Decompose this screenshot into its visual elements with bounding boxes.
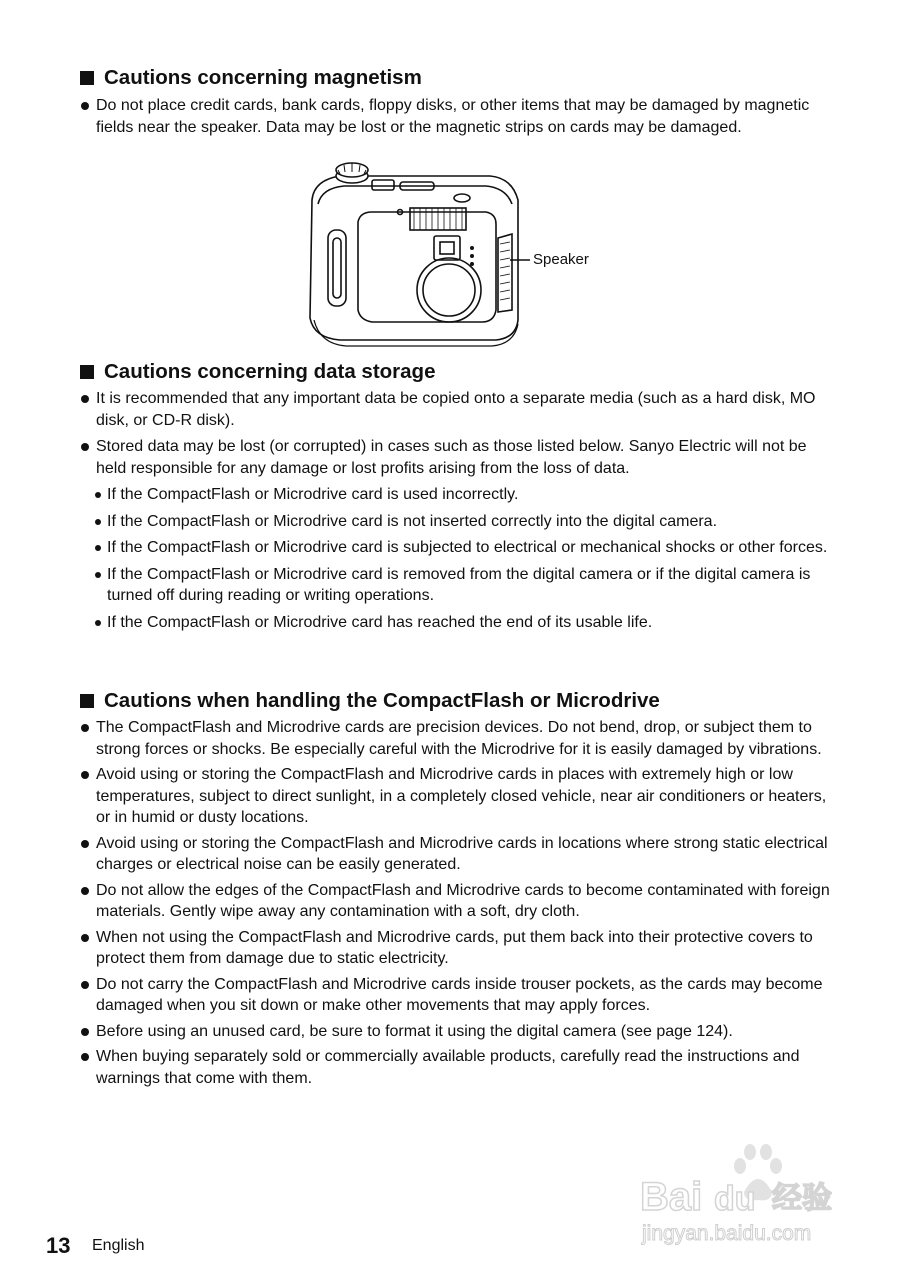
watermark-suffix: 经验 — [772, 1181, 832, 1216]
list-item: Do not carry the CompactFlash and Microdrive cards inside trouser pockets, as the cards may become damaged when you sit down or make other movements that may apply forces. — [78, 974, 838, 1017]
square-bullet-icon — [80, 694, 94, 708]
watermark-url: jingyan.baidu.com — [642, 1222, 812, 1245]
list-item: Do not place credit cards, bank cards, floppy disks, or other items that may be damaged by magnetic fields near the speaker. Data may be lost or the magnetic strips on cards may be damaged. — [78, 95, 838, 138]
sub-list-item: If the CompactFlash or Microdrive card has reached the end of its usable life. — [78, 612, 838, 634]
list-item: When buying separately sold or commercially available products, carefully read the instructions and warnings that come with them. — [78, 1046, 838, 1089]
list-item: The CompactFlash and Microdrive cards are precision devices. Do not bend, drop, or subject them to strong forces or shocks. Be especially careful with the Microdrive for it is easily damaged by vibrations. — [78, 717, 838, 760]
list-item: When not using the CompactFlash and Microdrive cards, put them back into their protective covers to protect them from damage due to static electricity. — [78, 927, 838, 970]
square-bullet-icon — [80, 365, 94, 379]
watermark-brand: Bai — [640, 1175, 703, 1219]
list-item: Avoid using or storing the CompactFlash and Microdrive cards in places with extremely high or low temperatures, subject to direct sunlight, in a completely closed vehicle, near air conditioners or heaters, or in humid or dusty locations. — [78, 764, 838, 829]
magnetism-list — [78, 95, 838, 138]
sub-list-item: If the CompactFlash or Microdrive card is removed from the digital camera or if the digital camera is turned off during reading or writing operations. — [78, 564, 838, 607]
list-item: It is recommended that any important data be copied onto a separate media (such as a hard disk, MO disk, or CD-R disk). — [78, 388, 838, 431]
camera-illustration — [300, 160, 530, 350]
square-bullet-icon — [80, 71, 94, 85]
list-item: Avoid using or storing the CompactFlash and Microdrive cards in locations where strong static electrical charges or electrical noise can be easily generated. — [78, 833, 838, 876]
section-title-magnetism: Cautions concerning magnetism — [80, 66, 422, 90]
section-title-handling: Cautions when handling the CompactFlash or Microdrive — [80, 689, 660, 713]
sub-list-item: If the CompactFlash or Microdrive card is used incorrectly. — [78, 484, 838, 506]
page-number: 13 — [46, 1233, 71, 1258]
list-item: Do not allow the edges of the CompactFlash and Microdrive cards to become contaminated with foreign materials. Gently wipe away any contamination with a soft, dry cloth. — [78, 880, 838, 923]
list-item: Stored data may be lost (or corrupted) in cases such as those listed below. Sanyo Electric will not be held responsible for any damage or lost profits arising from the loss of data. — [78, 436, 838, 479]
storage-list — [78, 388, 838, 633]
section-title-data-storage: Cautions concerning data storage — [80, 360, 435, 384]
sub-list-item: If the CompactFlash or Microdrive card is subjected to electrical or mechanical shocks or other forces. — [78, 537, 838, 559]
baidu-watermark — [640, 1140, 852, 1250]
sub-list-item: If the CompactFlash or Microdrive card is not inserted correctly into the digital camera. — [78, 511, 838, 533]
watermark-brand-du: du — [714, 1180, 756, 1218]
page-language: English — [92, 1237, 145, 1254]
speaker-callout-label: Speaker — [533, 251, 589, 268]
list-item: Before using an unused card, be sure to format it using the digital camera (see page 124). — [78, 1021, 838, 1043]
handling-list — [78, 717, 838, 1089]
